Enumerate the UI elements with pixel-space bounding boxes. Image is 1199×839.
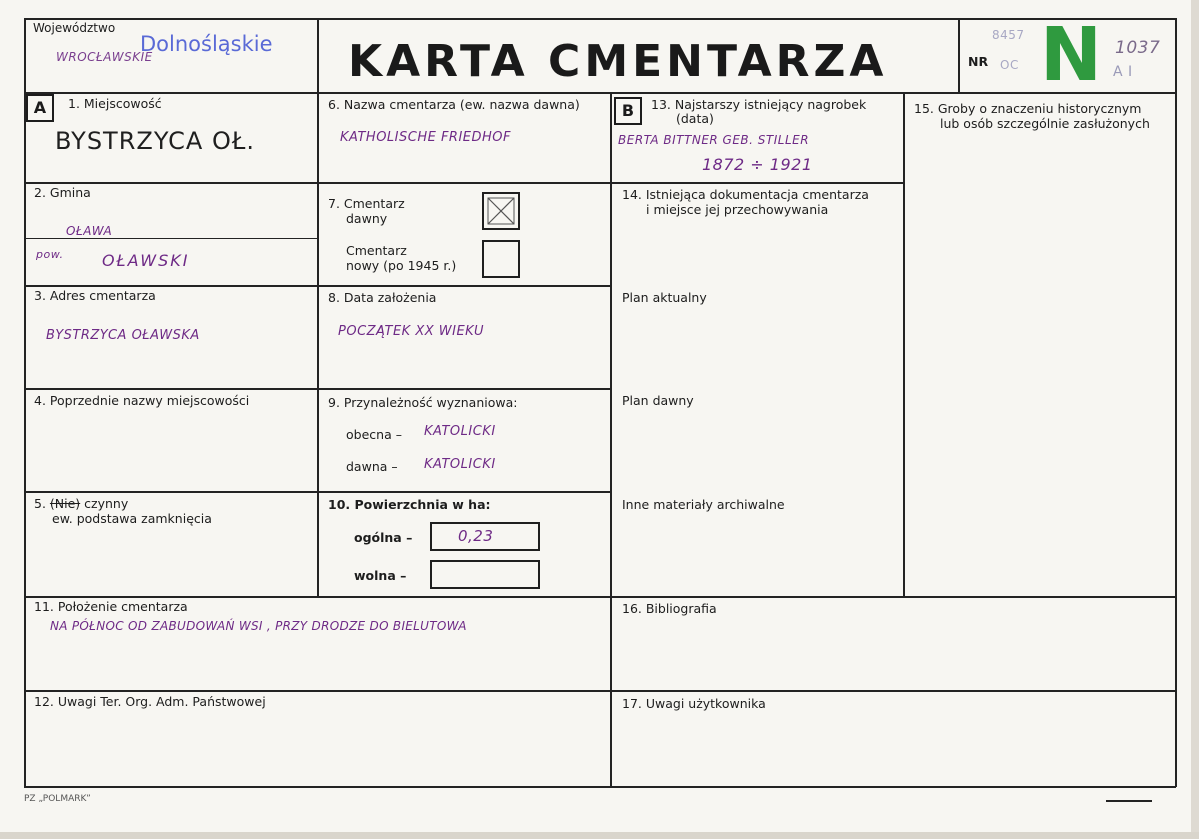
f5-label-num: 5. xyxy=(34,496,50,511)
header-rule xyxy=(24,92,1176,94)
section-b-marker: B xyxy=(614,97,642,125)
f7-label: 7. Cmentarz xyxy=(328,196,405,211)
corner-mark xyxy=(1106,800,1152,802)
f6-value: KATHOLISCHE FRIEDHOF xyxy=(340,130,512,145)
f3-value: BYSTRZYCA OŁAWSKA xyxy=(46,328,200,343)
f7-nowy-checkbox[interactable] xyxy=(482,240,520,278)
f13-value-1: BERTA BITTNER GEB. STILLER xyxy=(618,133,810,147)
f9-dawna-value: KATOLICKI xyxy=(424,457,496,472)
f13-label-2: (data) xyxy=(676,111,714,126)
col-div-3 xyxy=(903,92,905,597)
f5-label xyxy=(34,496,128,511)
lower-rule xyxy=(24,690,1176,692)
f5-label-rest: czynny xyxy=(80,496,129,511)
row-rule-3 xyxy=(24,388,611,390)
row-rule-4 xyxy=(24,491,611,493)
f9-obecna-label: obecna – xyxy=(346,427,402,442)
f9-obecna-value: KATOLICKI xyxy=(424,424,496,439)
mid-rule xyxy=(24,596,1176,598)
gmina-sub-rule xyxy=(24,238,318,239)
card-edge-right xyxy=(1191,0,1199,839)
frame-top xyxy=(24,18,1176,20)
b-rule-1 xyxy=(611,182,904,184)
f7-dawny-checkbox[interactable] xyxy=(482,192,520,230)
section-a-marker: A xyxy=(26,94,54,122)
f9-dawna-label: dawna – xyxy=(346,459,398,474)
page-title: KARTA CMENTARZA xyxy=(348,36,888,87)
f5-label-nie: (Nie) xyxy=(49,496,81,511)
f5-label-2: ew. podstawa zamknięcia xyxy=(52,511,212,526)
f1-value: BYSTRZYCA OŁ. xyxy=(55,127,255,155)
nr-small-1: 8457 xyxy=(992,28,1025,42)
f14-label-2: i miejsce jej przechowywania xyxy=(646,202,829,217)
f3-label: 3. Adres cmentarza xyxy=(34,288,156,303)
f2-value: OŁAWA xyxy=(66,224,113,238)
printer-imprint: PZ „POLMARK” xyxy=(24,794,91,804)
frame-right xyxy=(1175,18,1177,787)
f11-value: NA PÓŁNOC OD ZABUDOWAŃ WSI , PRZY DRODZE DO BIELUTOWA xyxy=(50,619,467,633)
f17-label: 17. Uwagi użytkownika xyxy=(622,696,766,711)
f15-label-1: 15. Groby o znaczeniu historycznym xyxy=(914,101,1142,116)
plan-dawny-label: Plan dawny xyxy=(622,393,694,408)
f12-label: 12. Uwagi Ter. Org. Adm. Państwowej xyxy=(34,694,266,709)
f10-ogolna-value: 0,23 xyxy=(458,527,494,545)
row-rule-1 xyxy=(24,182,611,184)
f10-ogolna-box[interactable] xyxy=(430,522,540,551)
f4-label: 4. Poprzednie nazwy miejscowości xyxy=(34,393,250,408)
f10-wolna-box[interactable] xyxy=(430,560,540,589)
f14-label-1: 14. Istniejąca dokumentacja cmentarza xyxy=(622,187,869,202)
frame-left xyxy=(24,18,26,787)
f11-label: 11. Położenie cmentarza xyxy=(34,599,188,614)
frame-bottom xyxy=(24,786,1176,788)
wojewodztwo-handwritten: WROCŁAWSKIE xyxy=(56,50,153,64)
f2-label: 2. Gmina xyxy=(34,185,91,200)
f7-nowy-label-2: nowy (po 1945 r.) xyxy=(346,258,457,273)
wojewodztwo-label: Województwo xyxy=(33,21,116,35)
row-rule-2 xyxy=(24,285,611,287)
f8-label: 8. Data założenia xyxy=(328,290,437,305)
f15-label-2: lub osób szczególnie zasłużonych xyxy=(940,116,1150,131)
f13-label-1: 13. Najstarszy istniejący nagrobek xyxy=(651,97,867,112)
f16-label: 16. Bibliografia xyxy=(622,601,717,616)
f7-dawny-label: dawny xyxy=(346,211,388,226)
nr-small-4: A I xyxy=(1113,64,1133,80)
f7-nowy-label-1: Cmentarz xyxy=(346,243,407,258)
header-div-2 xyxy=(958,18,960,93)
f6-label: 6. Nazwa cmentarza (ew. nazwa dawna) xyxy=(328,97,580,112)
f8-value: POCZĄTEK XX WIEKU xyxy=(338,324,484,339)
nr-small-2: 1037 xyxy=(1115,38,1161,58)
f1-label: 1. Miejscowość xyxy=(68,96,162,111)
f10-label: 10. Powierzchnia w ha: xyxy=(328,497,491,512)
col-div-1 xyxy=(317,92,319,597)
f2-pow-value: OŁAWSKI xyxy=(102,251,190,270)
nr-label: NR xyxy=(968,54,989,69)
f9-label: 9. Przynależność wyznaniowa: xyxy=(328,395,518,410)
nr-letter: N xyxy=(1040,12,1102,98)
col-div-2 xyxy=(610,92,612,787)
nr-small-3: OC xyxy=(1000,58,1019,72)
check-x-icon xyxy=(484,194,518,228)
plan-aktualny-label: Plan aktualny xyxy=(622,290,707,305)
card-edge-bottom xyxy=(0,832,1199,839)
f2-pow-prefix: pow. xyxy=(36,248,64,261)
wojewodztwo-stamp: Dolnośląskie xyxy=(140,32,273,56)
f10-wolna-label: wolna – xyxy=(354,568,407,583)
inne-materialy-label: Inne materiały archiwalne xyxy=(622,497,785,512)
header-div-1 xyxy=(317,18,319,93)
f13-value-2: 1872 ÷ 1921 xyxy=(702,155,813,174)
f10-ogolna-label: ogólna – xyxy=(354,530,413,545)
